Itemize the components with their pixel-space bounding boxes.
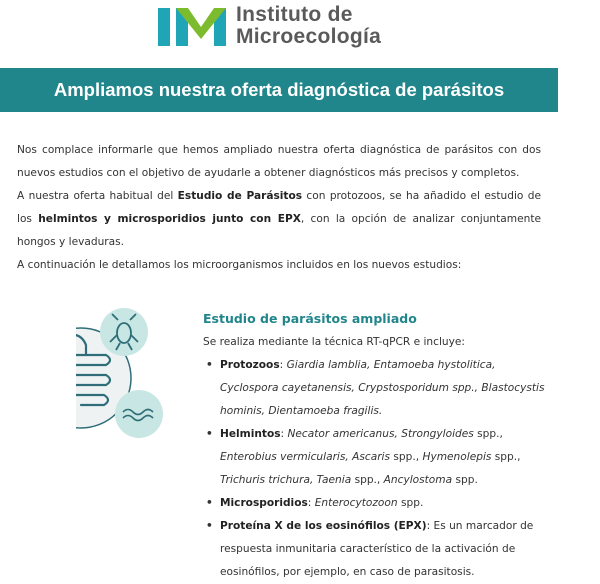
text: spp. [397, 497, 424, 509]
section-title: Estudio de parásitos ampliado [203, 311, 417, 326]
bold-text: Estudio de Parásitos [177, 190, 303, 202]
text: spp., [351, 474, 384, 486]
intro-text [17, 139, 541, 277]
list-item-helmintos [220, 423, 548, 492]
species-text: Trichuris trichura, Taenia [220, 474, 352, 486]
logo-text [236, 4, 381, 48]
species-text: Giardia lamblia, Entamoeba hystolitica, Cyclospora cayetanensis, Crypstosporidum spp., Blastocystis hominis, Dientamoeba fragilis. [220, 359, 545, 417]
species-text: Hymenolepis [422, 451, 492, 463]
intro-paragraph-2 [17, 185, 541, 254]
item-label: Microsporidios [220, 497, 308, 509]
im-logo-mark-icon [158, 5, 230, 47]
text: spp., [473, 428, 503, 440]
species-text: Enterocytozoon [314, 497, 398, 509]
text: : [280, 428, 288, 440]
species-text: Enterobius vermicularis, Ascaris [220, 451, 391, 463]
text: : [426, 520, 434, 532]
item-label: Protozoos [220, 359, 280, 371]
text: , con la opción de analizar conjuntamente hongos y levaduras. [17, 213, 541, 248]
species-text: Necator americanus, Strongyloides [287, 428, 474, 440]
header-banner [0, 68, 558, 112]
institute-logo [158, 4, 381, 48]
text: : [279, 359, 287, 371]
section-subtitle: Se realiza mediante la técnica RT-qPCR e incluye: [203, 336, 465, 348]
intro-paragraph-3: A continuación le detallamos los microorganismos incluidos en los nuevos estudios: [17, 259, 462, 271]
text: spp. [452, 474, 478, 486]
text: spp., [491, 451, 521, 463]
text: con protozoos, se ha añadido el estudio de los [17, 190, 542, 225]
banner-title: Ampliamos nuestra oferta diagnóstica de parásitos [53, 79, 505, 100]
logo-line-2: Microecología [236, 25, 382, 48]
text: A nuestra oferta habitual del [17, 190, 178, 202]
microorganism-list [203, 354, 548, 584]
extended-parasite-study [203, 307, 548, 584]
text: : [307, 497, 315, 509]
logo-line-1: Instituto de [236, 3, 353, 26]
list-item-protozoos [220, 354, 548, 423]
intestine-parasites-illustration-icon [76, 300, 176, 450]
list-item-epx [220, 515, 548, 584]
species-text: Ancylostoma [383, 474, 453, 486]
bold-text: helmintos y microsporidios junto con EPX [38, 213, 301, 225]
list-item-microsporidios [220, 492, 548, 515]
intro-paragraph-1: Nos complace informarle que hemos ampliado nuestra oferta diagnóstica de parásitos con dos nuevos estudios con el objetivo de ayudarle a obtener diagnósticos más precisos y completos. [17, 144, 541, 179]
item-label: Helmintos [220, 428, 281, 440]
text: spp., [390, 451, 423, 463]
description-text: Es un marcador de respuesta inmunitaria característico de la activación de eosinófilos, por ejemplo, en caso de parasitosis. [220, 520, 534, 578]
item-label: Proteína X de los eosinófilos (EPX) [220, 520, 427, 532]
